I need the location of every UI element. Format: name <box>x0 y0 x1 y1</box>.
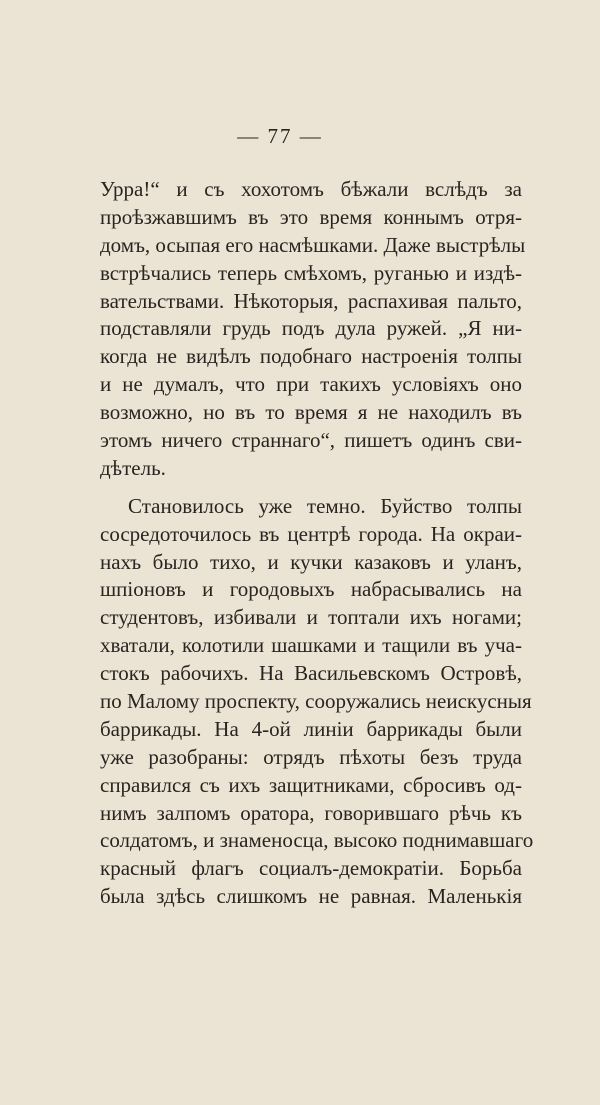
text-line: уже разобраны: отрядъ пѣхоты безъ труда <box>100 744 522 769</box>
text-line: дѣтель. <box>100 455 166 480</box>
paragraph-2 <box>100 493 534 911</box>
text-line: красный флагъ социалъ-демократіи. Борьба <box>100 856 522 881</box>
text-line: шпіоновъ и городовыхъ набрасывались на <box>100 577 522 602</box>
text-line: и не думалъ, что при такихъ условіяхъ оно <box>100 372 522 397</box>
text-line: нахъ было тихо, и кучки казаковъ и уланъ, <box>100 549 522 574</box>
text-line: Становилось уже темно. Буйство толпы <box>128 493 522 518</box>
text-line: Урра!“ и съ хохотомъ бѣжали вслѣдъ за <box>100 177 522 201</box>
text-line: была здѣсь слишкомъ не равная. Маленькія <box>100 884 522 909</box>
paragraph-gap <box>100 483 522 493</box>
paragraph-1 <box>100 176 526 483</box>
text-line: домъ, осыпая его насмѣшками. Даже выстрѣлы <box>100 232 526 257</box>
text-line: студентовъ, избивали и топтали ихъ ногами; <box>100 605 522 630</box>
text-line: этомъ ничего страннаго“, пишетъ одинъ сви- <box>100 428 522 453</box>
text-line: встрѣчались теперь смѣхомъ, руганью и издѣ- <box>100 260 522 285</box>
text-line: возможно, но въ то время я не находилъ въ <box>100 400 522 425</box>
text-line: сосредоточилось въ центрѣ города. На окраи- <box>100 521 522 546</box>
page-number: — 77 — <box>237 124 323 148</box>
text-line: стокъ рабочихъ. На Васильевскомъ Островѣ, <box>100 661 522 686</box>
text-line: хватали, колотили шашками и тащили въ уча- <box>100 633 522 658</box>
text-line: по Малому проспекту, сооружались неискусныя <box>100 689 532 714</box>
text-line: нимъ залпомъ оратора, говорившаго рѣчь къ <box>100 800 522 825</box>
text-line: солдатомъ, и знаменосца, высоко поднимавшаго <box>100 828 534 853</box>
text-line: когда не видѣлъ подобнаго настроенія толпы <box>100 344 522 369</box>
text-line: вательствами. Нѣкоторыя, распахивая пальто, <box>100 288 522 313</box>
text-line: баррикады. На 4-ой линіи баррикады были <box>100 716 522 741</box>
text-line: проѣзжавшимъ въ это время коннымъ отря- <box>100 204 522 229</box>
body-text <box>100 176 534 911</box>
text-line: справился съ ихъ защитниками, сбросивъ од- <box>100 772 522 797</box>
text-line: подставляли грудь подъ дула ружей. „Я ни- <box>100 316 522 341</box>
